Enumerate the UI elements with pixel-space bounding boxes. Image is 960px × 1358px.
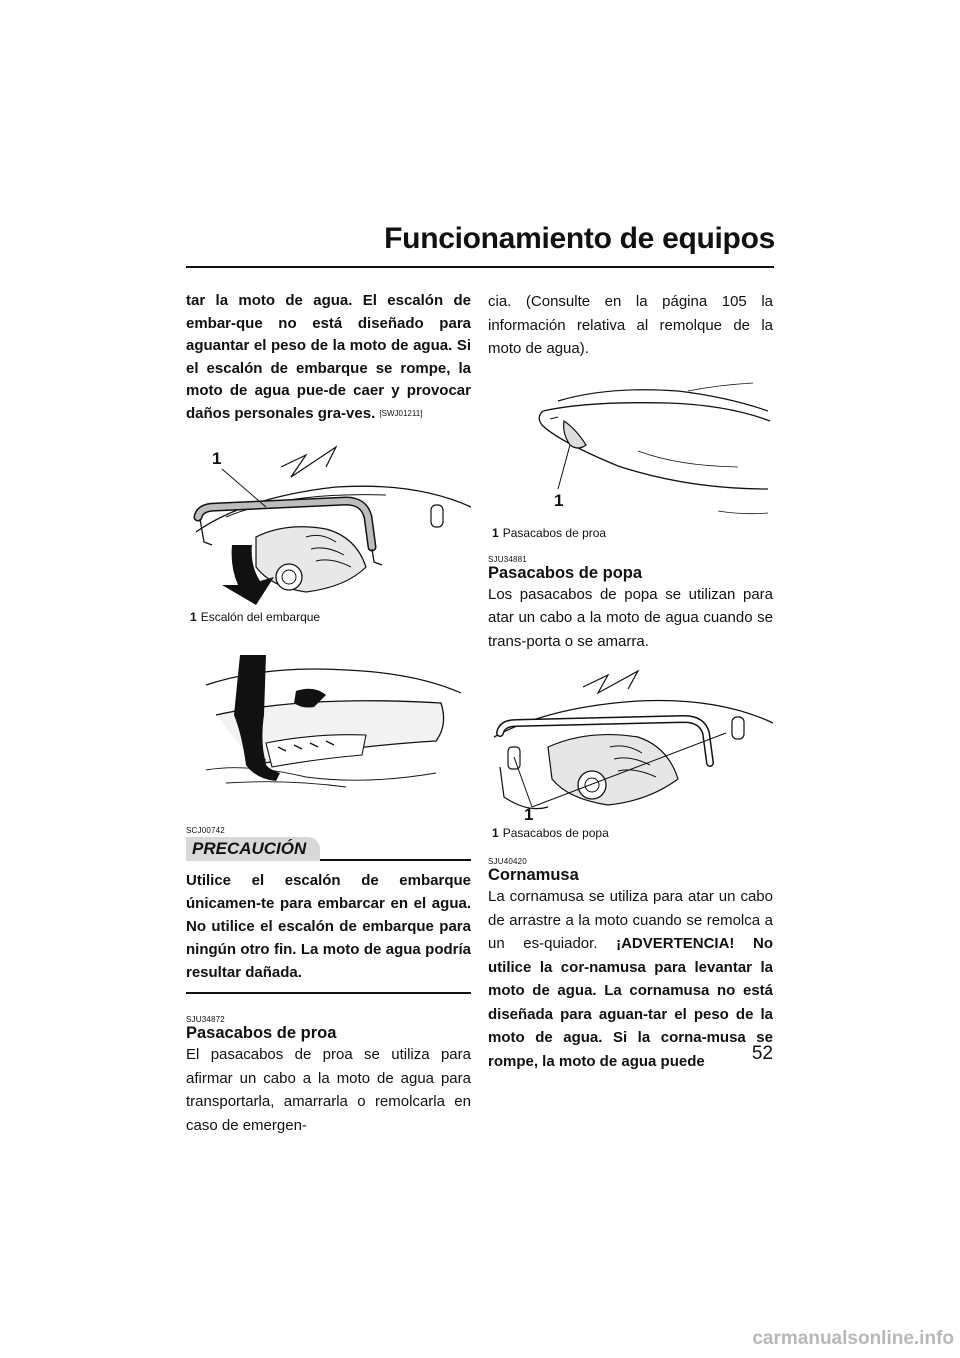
figure-caption <box>492 525 773 541</box>
section-text <box>488 885 773 1073</box>
precaution-block <box>186 826 471 994</box>
boarding-step-figure <box>186 437 471 625</box>
section-heading: Pasacabos de proa <box>186 1024 337 1042</box>
caption-text: Escalón del embarque <box>200 610 321 624</box>
section-heading: Cornamusa <box>488 866 579 884</box>
section-text-normal: La cornamusa se utiliza para atar un cabo de arrastre a la moto cuando se remolca a un es-quiador. <box>488 888 773 952</box>
section-bow-chock <box>186 1015 471 1137</box>
section-code: SJU34872 <box>186 1015 225 1024</box>
warning-continuation <box>186 290 471 425</box>
boarding-usage-figure <box>186 655 471 790</box>
stern-eyes-figure <box>488 667 773 841</box>
warning-ref: [SWJ01211] <box>379 408 423 418</box>
figure-callout-1: 1 <box>212 449 222 468</box>
stern-eyes-illustration <box>488 667 773 817</box>
bow-chock-illustration <box>488 371 773 521</box>
section-heading: Pasacabos de popa <box>488 563 643 582</box>
boarding-usage-illustration <box>186 655 471 790</box>
section-cleat <box>488 857 773 1073</box>
precaution-end-rule <box>186 992 471 994</box>
figure-caption <box>190 609 471 625</box>
boarding-step-illustration <box>186 437 471 607</box>
precaution-label: PRECAUCIÓN <box>186 837 320 861</box>
section-text: El pasacabos de proa se utiliza para afirmar un cabo a la moto de agua para transportarla, amarrarla o remolcarla en caso de emergen- <box>186 1046 471 1134</box>
page-number: 52 <box>751 1043 773 1064</box>
caption-number: 1 <box>492 826 499 840</box>
section-code: SJU40420 <box>488 857 527 866</box>
section-stern-eyes <box>488 555 773 654</box>
caption-text: Pasacabos de popa <box>502 826 609 840</box>
right-column <box>488 290 773 1073</box>
caption-text: Pasacabos de proa <box>502 525 607 540</box>
section-text: Los pasacabos de popa se utilizan para atar un cabo a la moto de agua cuando se trans-porta o se amarra. <box>488 585 773 650</box>
page-title: Funcionamiento de equipos <box>384 222 775 255</box>
precaution-text: Utilice el escalón de embarque únicamen-te para embarcar en el agua. No utilice el escalón de embarque para ningún otro fin. La moto de agua podría resultar dañada. <box>186 872 471 981</box>
cleat-warning-text: ¡ADVERTENCIA! No utilice la cor-namusa para levantar la moto de agua. La cornamusa no está diseñada para aguan-tar el peso de la moto de agua. Si la corna-musa se rompe, la moto de agua puede <box>488 935 774 1070</box>
section-code: SJU34881 <box>488 554 527 564</box>
watermark: carmanualsonline.info <box>752 1328 954 1349</box>
continuation-text: cia. (Consulte en la página 105 la información relativa al remolque de la moto de agua). <box>488 293 773 357</box>
figure-caption <box>492 825 773 841</box>
header-rule <box>186 266 774 268</box>
warning-text: tar la moto de agua. El escalón de embar-que no está diseñado para aguantar el peso de la moto de agua. Si el escalón de embarque se rompe, la moto de agua pue-de caer y provocar daños personales gra-ves. <box>186 292 471 422</box>
caption-number: 1 <box>492 525 499 540</box>
caption-number: 1 <box>190 610 197 624</box>
figure-callout-1: 1 <box>524 805 534 824</box>
left-column <box>186 290 471 1137</box>
figure-callout-1: 1 <box>554 490 564 510</box>
precaution-code: SCJ00742 <box>186 826 225 835</box>
bow-chock-figure <box>488 371 773 541</box>
precaution-header <box>186 837 471 861</box>
